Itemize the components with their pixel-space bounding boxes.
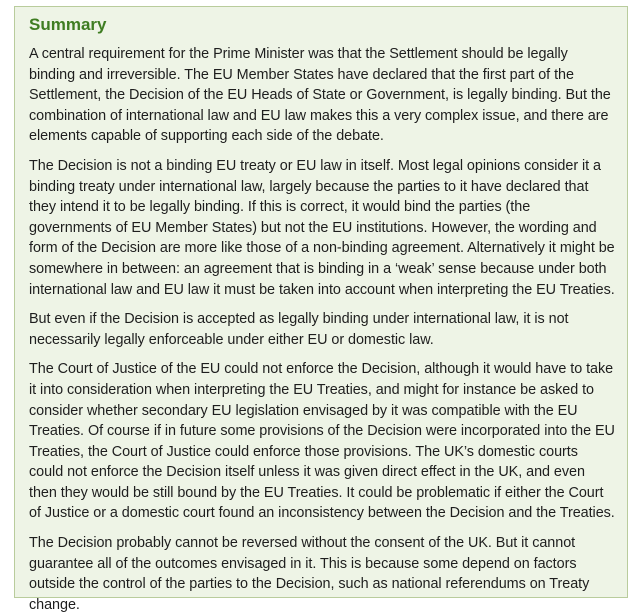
summary-paragraph-4: The Court of Justice of the EU could not enforce the Decision, although it would have to take it into consideration when interpreting the EU Treaties, and might for instance be asked to consider whether secondary EU legislation envisaged by it was compatible with the EU Treaties. Of course if in future some provisions of the Decision were incorporated into the EU Treaties, the Court of Justice could enforce those provisions. The UK’s domestic courts could not enforce the Decision itself unless it was given direct effect in the UK, and even then they would be still bound by the EU Treaties. It could be problematic if either the Court of Justice or a domestic court found an inconsistency between the Decision and the Treaties. (29, 361, 615, 522)
summary-paragraph-5: The Decision probably cannot be reversed without the consent of the UK. But it cannot guarantee all of the outcomes envisaged in it. This is because some depend on factors outside the control of the parties to the Decision, such as national referendums on Treaty change. (29, 535, 590, 613)
summary-box (14, 6, 628, 613)
summary-title: Summary (29, 15, 107, 34)
summary-paragraph-2: The Decision is not a binding EU treaty or EU law in itself. Most legal opinions consider it a binding treaty under international law, largely because the parties to it have declared that they intend it to be legally binding. If this is correct, it would bind the parties (the governments of EU Member States) but not the EU institutions. However, the wording and form of the Decision are more like those of a non-binding agreement. Alternatively it might be somewhere in between: an agreement that is binding in a ‘weak’ sense because under both international law and EU law it must be taken into account when interpreting the EU Treaties. (29, 157, 615, 298)
summary-paragraph-1: A central requirement for the Prime Minister was that the Settlement should be legally binding and irreversible. The EU Member States have declared that the first part of the Settlement, the Decision of the EU Heads of State or Government, is legally binding. But the combination of international law and EU law makes this a very complex issue, and there are elements capable of supporting each side of the debate. (29, 46, 611, 145)
summary-paragraph-3: But even if the Decision is accepted as legally binding under international law, it is not necessarily legally enforceable under either EU or domestic law. (29, 311, 569, 348)
